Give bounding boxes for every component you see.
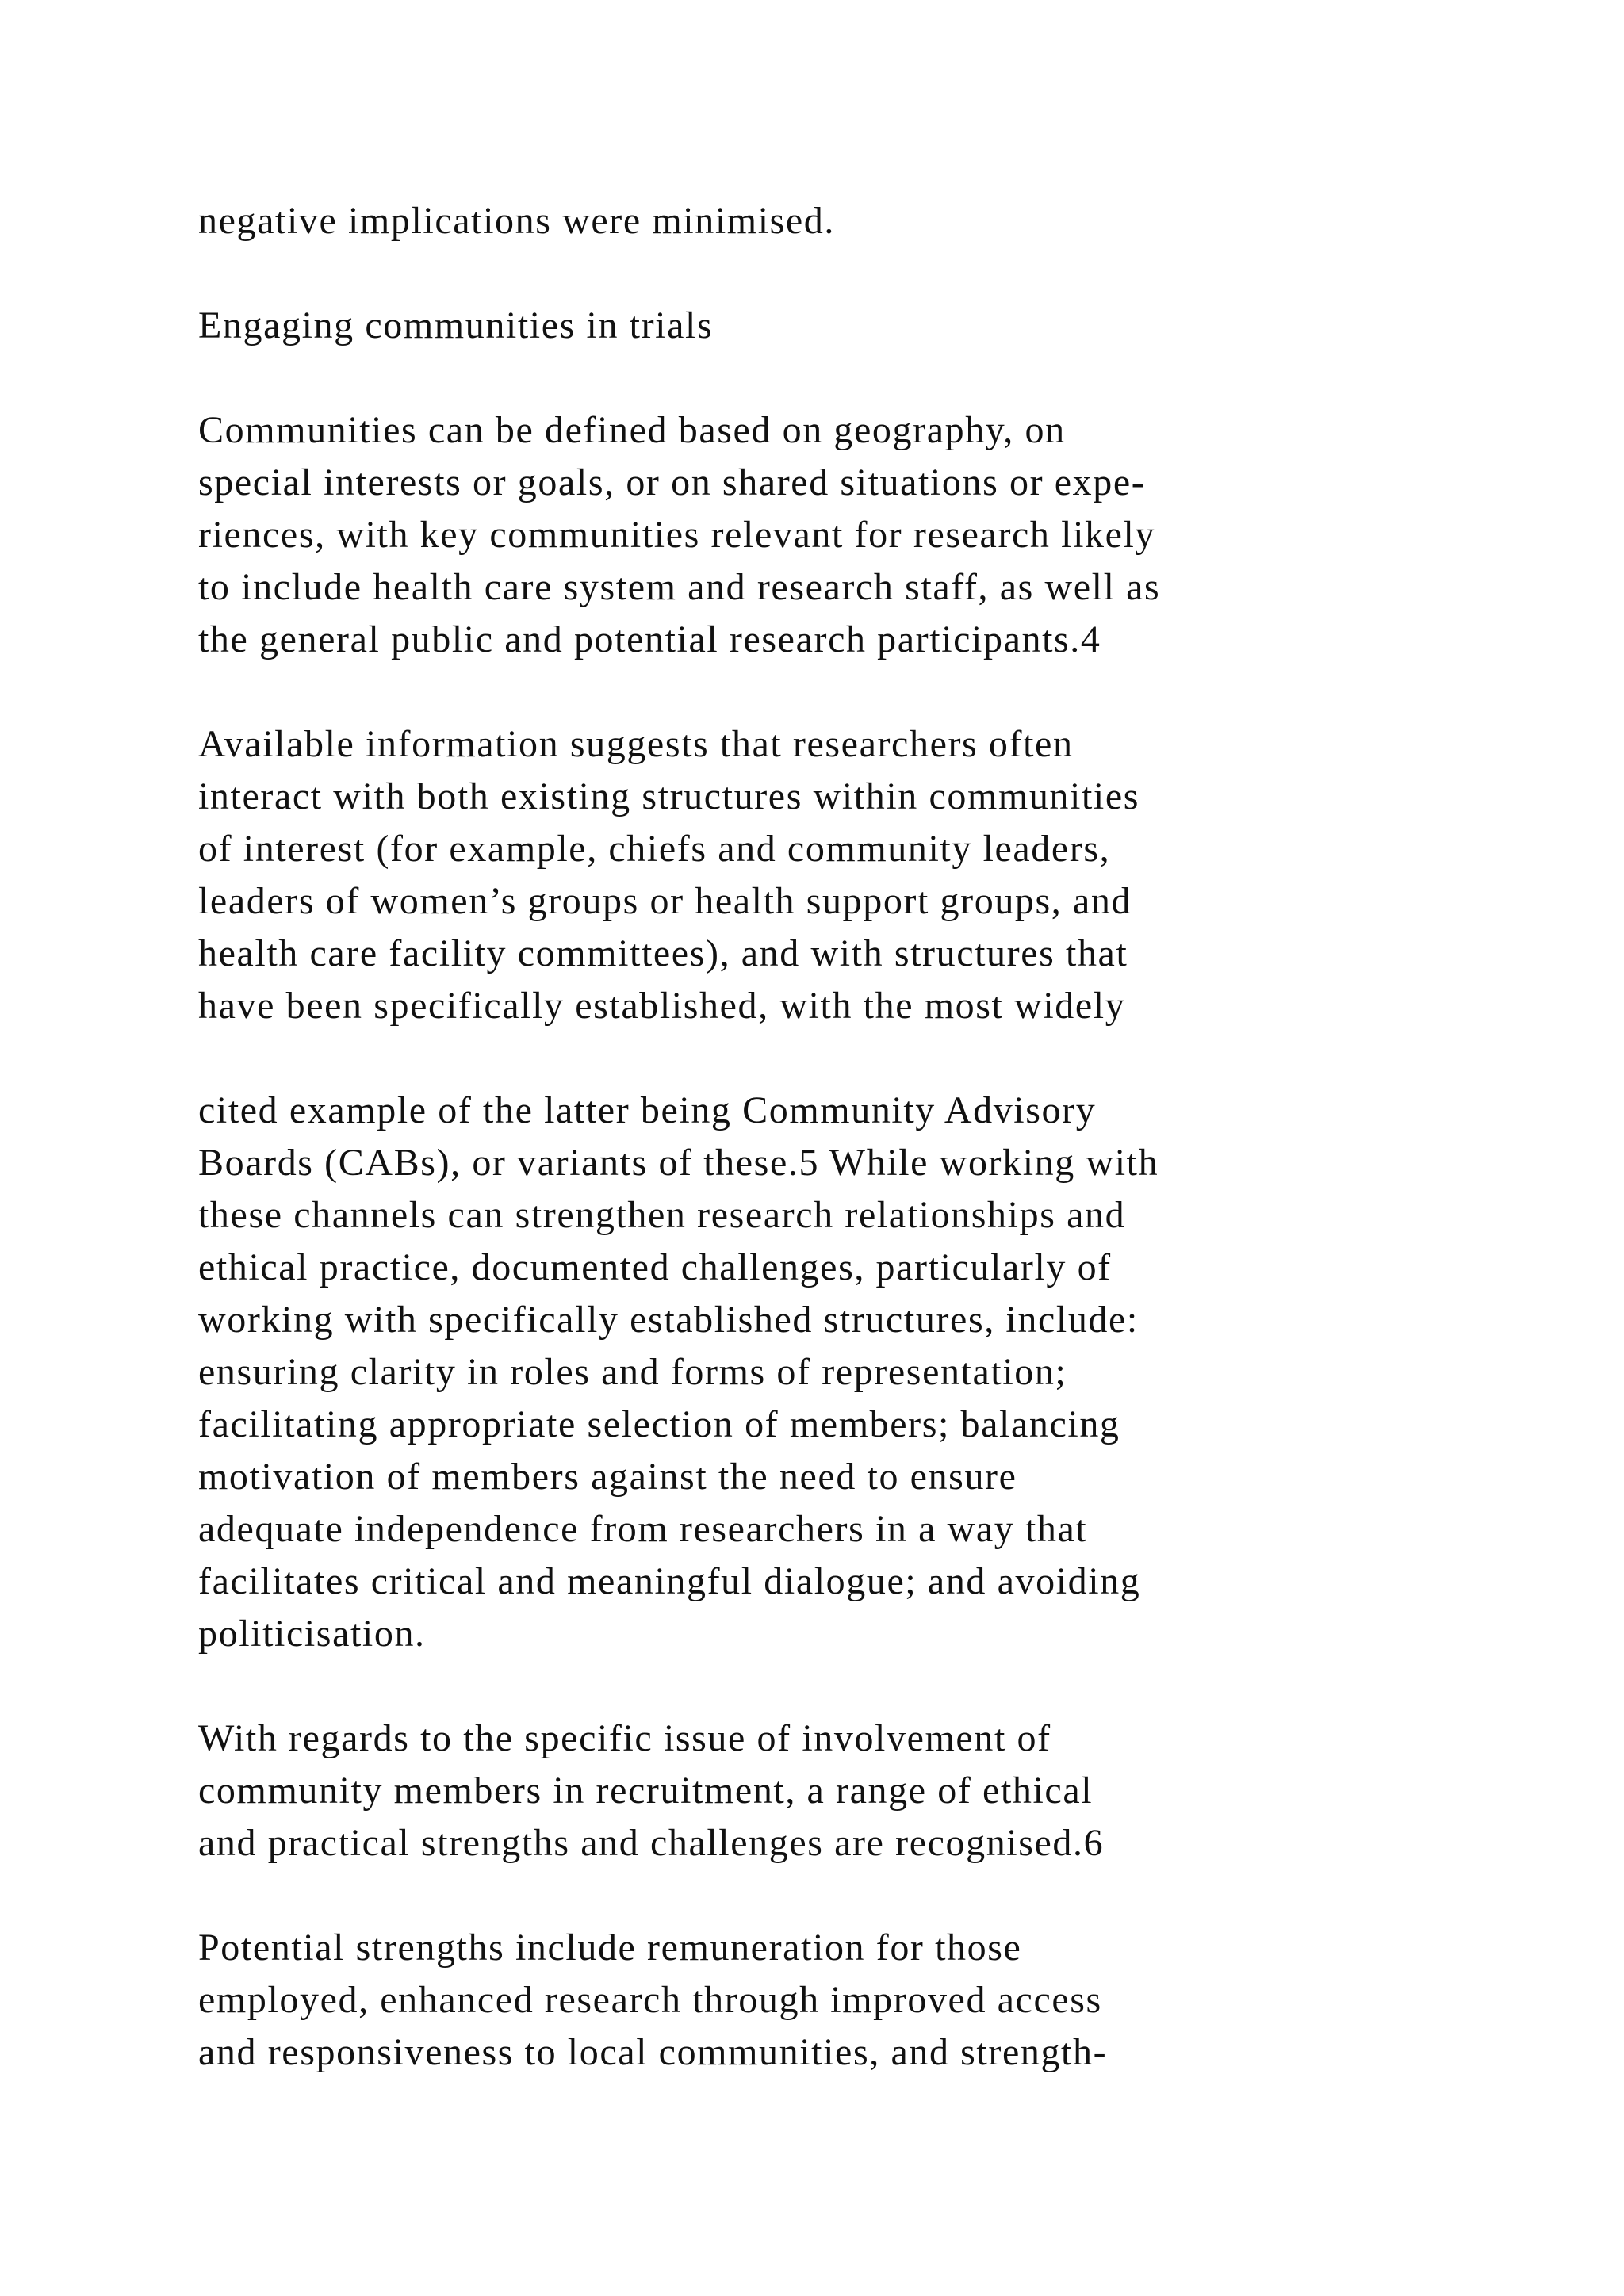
text-line: motivation of members against the need to ensure bbox=[198, 1456, 1017, 1498]
text-line: community members in recruitment, a range of ethical bbox=[198, 1770, 1094, 1812]
text-line: of interest (for example, chiefs and community leaders, bbox=[198, 828, 1111, 870]
paragraph-4 bbox=[198, 718, 1546, 1032]
text-line: Communities can be defined based on geography, on bbox=[198, 409, 1066, 451]
text-line: politicisation. bbox=[198, 1613, 426, 1655]
body-text bbox=[198, 195, 1546, 2079]
text-line: With regards to the specific issue of involvement of bbox=[198, 1717, 1051, 1759]
text-line: to include health care system and research staff, as well as bbox=[198, 566, 1161, 608]
paragraph-5 bbox=[198, 1085, 1546, 1660]
section-heading bbox=[198, 300, 1546, 352]
text-line: facilitates critical and meaningful dialogue; and avoiding bbox=[198, 1560, 1141, 1602]
text-line: the general public and potential research participants.4 bbox=[198, 618, 1101, 660]
text-line: leaders of women’s groups or health support groups, and bbox=[198, 880, 1132, 922]
paragraph-gap bbox=[198, 666, 1546, 718]
paragraph-3 bbox=[198, 404, 1546, 666]
text-line: special interests or goals, or on shared situations or expe- bbox=[198, 461, 1146, 503]
paragraph-gap bbox=[198, 1869, 1546, 1922]
text-line: employed, enhanced research through improved access bbox=[198, 1979, 1102, 2021]
text-line: facilitating appropriate selection of members; balancing bbox=[198, 1403, 1120, 1445]
text-line: these channels can strengthen research relationships and bbox=[198, 1194, 1126, 1236]
text-line: Engaging communities in trials bbox=[198, 304, 714, 346]
text-line: working with specifically established structures, include: bbox=[198, 1299, 1139, 1341]
text-line: riences, with key communities relevant for research likely bbox=[198, 514, 1156, 556]
text-line: ethical practice, documented challenges, particularly of bbox=[198, 1246, 1112, 1288]
paragraph-gap bbox=[198, 247, 1546, 300]
text-line: interact with both existing structures within communities bbox=[198, 775, 1140, 817]
paragraph-1 bbox=[198, 195, 1546, 247]
text-line: Potential strengths include remuneration for those bbox=[198, 1927, 1022, 1969]
paragraph-6 bbox=[198, 1712, 1546, 1869]
text-line: Boards (CABs), or variants of these.5 While working with bbox=[198, 1142, 1159, 1184]
text-line: and responsiveness to local communities, and strength- bbox=[198, 2031, 1108, 2073]
text-line: Available information suggests that researchers often bbox=[198, 723, 1074, 765]
text-line: ensuring clarity in roles and forms of representation; bbox=[198, 1351, 1067, 1393]
text-line: have been specifically established, with the most widely bbox=[198, 985, 1126, 1027]
paragraph-gap bbox=[198, 1032, 1546, 1085]
text-line: health care facility committees), and with structures that bbox=[198, 932, 1128, 974]
text-line: adequate independence from researchers in a way that bbox=[198, 1508, 1088, 1550]
paragraph-7 bbox=[198, 1922, 1546, 2079]
paragraph-gap bbox=[198, 1660, 1546, 1712]
text-line: and practical strengths and challenges are recognised.6 bbox=[198, 1822, 1105, 1864]
text-line: negative implications were minimised. bbox=[198, 200, 836, 242]
paragraph-gap bbox=[198, 352, 1546, 404]
text-line: cited example of the latter being Community Advisory bbox=[198, 1089, 1097, 1131]
